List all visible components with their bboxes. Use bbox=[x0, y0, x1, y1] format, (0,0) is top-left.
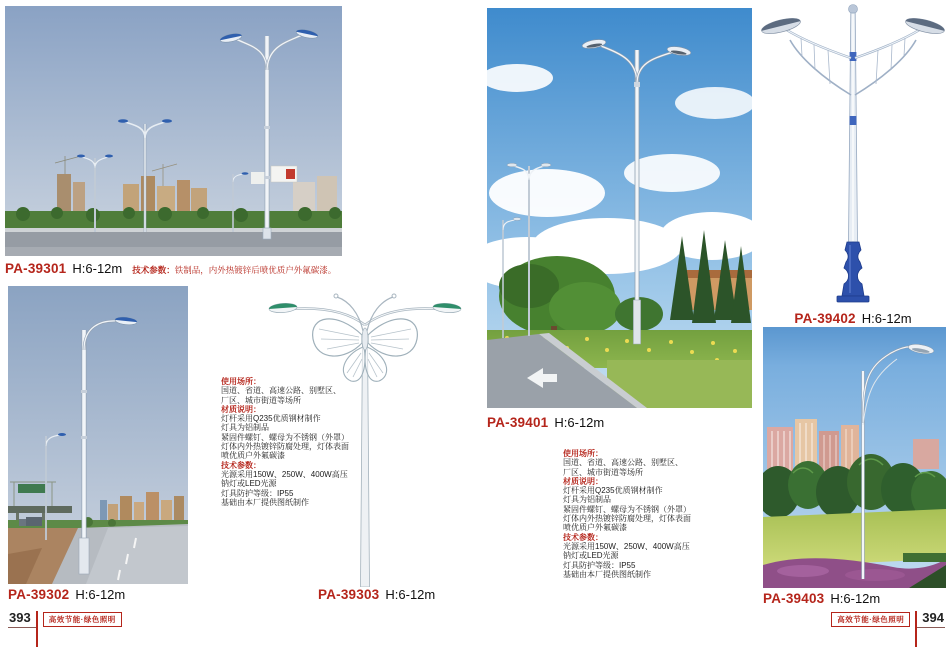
spec-line: 钠灯或LED光源 bbox=[563, 551, 619, 561]
footer-left bbox=[8, 611, 122, 647]
footer-right bbox=[831, 611, 945, 647]
spec-line: 灯体内外热镀锌防腐处理，灯体表面 bbox=[563, 514, 691, 524]
photo-pa39302-street-scene bbox=[8, 286, 188, 584]
product-note-label: 技术参数： bbox=[132, 265, 175, 275]
street-scene-illustration bbox=[487, 8, 752, 408]
product-model: PA-39402 bbox=[794, 311, 856, 326]
spec-tech-title: 技术参数： bbox=[563, 532, 603, 542]
spec-line: 喷优质户外氟碳漆 bbox=[563, 523, 627, 533]
street-scene-illustration bbox=[5, 6, 342, 256]
product-caption-pa39403 bbox=[763, 591, 880, 606]
product-height: H:6-12m bbox=[385, 587, 436, 602]
double-arm-lamp-drawing bbox=[758, 0, 948, 305]
spec-tech-title: 技术参数： bbox=[221, 460, 261, 470]
spec-line: 光源采用150W、250W、400W高压 bbox=[221, 469, 348, 479]
spec-line: 灯杆采用Q235优质钢材制作 bbox=[563, 486, 663, 496]
product-caption-pa39402 bbox=[758, 311, 948, 326]
spec-line: 基础由本厂提供图纸制作 bbox=[221, 497, 309, 507]
spec-line: 钠灯或LED光源 bbox=[221, 479, 277, 489]
spec-line: 基础由本厂提供图纸制作 bbox=[563, 569, 651, 579]
product-caption-pa39301 bbox=[5, 261, 336, 276]
spec-line: 喷优质户外氟碳漆 bbox=[221, 451, 285, 461]
photo-pa39401-street-scene bbox=[487, 8, 752, 408]
product-height: H:6-12m bbox=[830, 591, 881, 606]
photo-pa39403-park-scene bbox=[763, 327, 946, 588]
spec-line: 厂区、城市街道等场所 bbox=[563, 467, 643, 477]
product-height: H:6-12m bbox=[75, 587, 126, 602]
page-number-left: 393 bbox=[8, 611, 36, 628]
spec-line: 灯体内外热镀锌防腐处理，灯体表面 bbox=[221, 442, 349, 452]
spec-usage-title: 使用场所： bbox=[221, 377, 261, 386]
footer-divider-line bbox=[36, 611, 38, 647]
spec-line: 灯具为铝制品 bbox=[563, 495, 611, 505]
product-height: H:6-12m bbox=[861, 311, 912, 326]
product-model: PA-39401 bbox=[487, 415, 549, 430]
spec-line: 灯杆采用Q235优质钢材制作 bbox=[221, 414, 321, 424]
product-model: PA-39301 bbox=[5, 261, 67, 276]
lamp-illustration-pa39402 bbox=[758, 0, 948, 305]
product-caption-pa39401 bbox=[487, 415, 604, 430]
product-note-text: 铁制品，内外热镀锌后喷优质户外氟碳漆。 bbox=[174, 265, 337, 275]
footer-slogan: 高效节能·绿色照明 bbox=[831, 612, 910, 627]
spec-usage-title: 使用场所： bbox=[563, 449, 603, 458]
spec-block-left bbox=[221, 377, 393, 507]
page-number-right: 394 bbox=[917, 611, 945, 628]
spec-line: 紧固件螺钉、螺母为不锈钢（外罩） bbox=[563, 504, 691, 514]
product-height: H:6-12m bbox=[72, 261, 123, 276]
spec-line: 灯具防护等级：IP55 bbox=[221, 488, 294, 498]
park-scene-illustration bbox=[763, 327, 946, 588]
street-scene-illustration bbox=[8, 286, 188, 584]
spec-line: 厂区、城市街道等场所 bbox=[221, 395, 301, 405]
spec-line: 灯具防护等级：IP55 bbox=[563, 560, 636, 570]
footer-slogan: 高效节能·绿色照明 bbox=[43, 612, 122, 627]
spec-line: 国道、省道、高速公路、别墅区、 bbox=[221, 386, 341, 396]
photo-pa39301-street-scene bbox=[5, 6, 342, 256]
spec-material-title: 材质说明： bbox=[563, 476, 603, 486]
product-note bbox=[132, 264, 336, 276]
product-model: PA-39303 bbox=[318, 587, 380, 602]
product-model: PA-39302 bbox=[8, 587, 70, 602]
spec-material-title: 材质说明： bbox=[221, 404, 261, 414]
spec-block-right bbox=[563, 449, 738, 579]
spec-line: 灯具为铝制品 bbox=[221, 423, 269, 433]
spec-line: 国道、省道、高速公路、别墅区、 bbox=[563, 458, 683, 468]
product-model: PA-39403 bbox=[763, 591, 825, 606]
spec-line: 光源采用150W、250W、400W高压 bbox=[563, 541, 690, 551]
spec-line: 紧固件螺钉、螺母为不锈钢（外罩） bbox=[221, 432, 349, 442]
product-caption-pa39303 bbox=[318, 587, 435, 602]
product-caption-pa39302 bbox=[8, 587, 125, 602]
product-height: H:6-12m bbox=[554, 415, 605, 430]
page-right bbox=[475, 0, 950, 654]
